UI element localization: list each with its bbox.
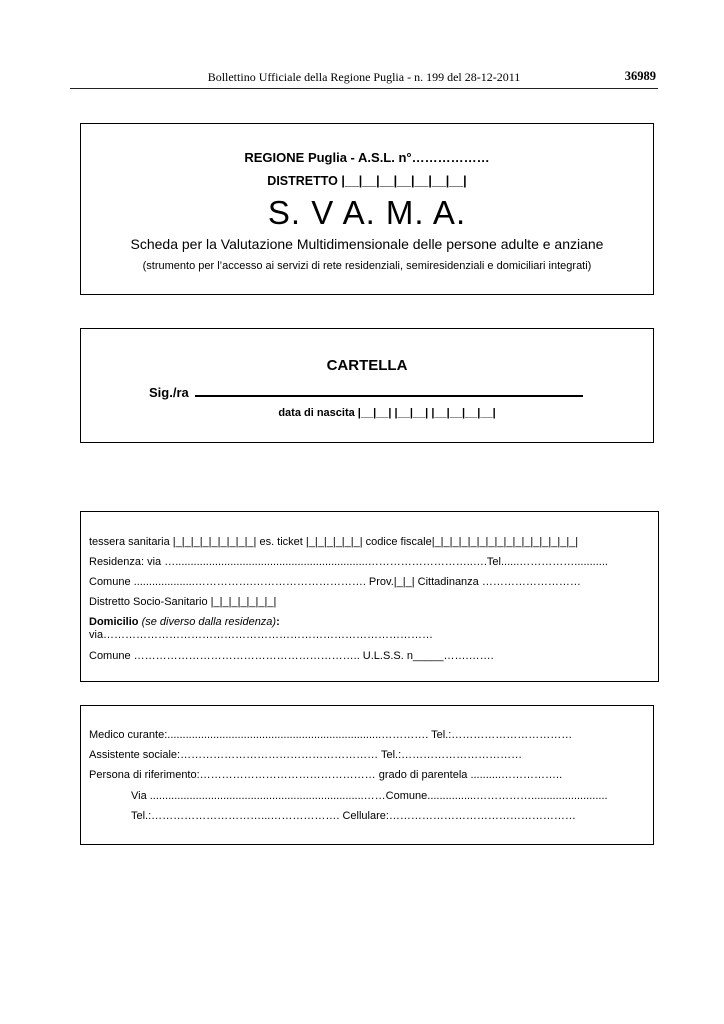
title-box [80,123,654,295]
domicile-colon: : [276,616,280,628]
municipality-row[interactable]: Comune ....................…………….…………………………. Prov.|_|_| Cittadinanza ……………………… [89,576,581,588]
health-card-row[interactable]: tessera sanitaria |_|_|_|_|_|_|_|_|_| es. ticket |_|_|_|_|_|_| codice fiscale|_|_|_|_|_|_|_|_|_|_|_|_|_|_|_|_| [89,536,579,548]
doctor-row[interactable]: Medico curante:......................................................................…………. Tel.:…………………………… [89,729,573,741]
domicile-label-row [89,616,280,628]
form-acronym: S. V A. M. A. [267,194,467,231]
social-worker-row[interactable]: Assistente sociale:……………………………………………… Tel.:…………………………… [89,749,523,761]
domicile-municipality-row[interactable]: Comune …………………………………………………….. U.L.S.S. n_____…….……. [89,650,494,662]
patient-name-field[interactable] [149,385,583,400]
form-subtitle: Scheda per la Valutazione Multidimensionale delle persone adulte e anziane [130,236,604,252]
region-asl-field[interactable]: REGIONE Puglia - A.S.L. n°……………… [244,150,490,165]
reference-person-row[interactable]: Persona di riferimento:………………………………………… grado di parentela ..........…………….. [89,769,563,781]
form-note: (strumento per l’accesso ai servizi di rete residenziali, semiresidenziali e domiciliari integrati) [142,260,592,272]
district-row[interactable]: Distretto Socio-Sanitario |_|_|_|_|_|_|_| [89,596,277,608]
contacts-box [80,705,654,845]
domicile-note: (se diverso dalla residenza) [141,616,277,628]
page-header [70,68,658,89]
patient-name-line[interactable] [195,385,583,397]
district-field[interactable]: DISTRETTO |__|__|__|__|__|__|__| [267,174,467,188]
domicile-label: Domicilio [89,616,139,628]
cartella-title: CARTELLA [326,357,408,374]
reference-address-row[interactable]: Via ......................................................................……Comune................……………......................... [131,790,608,802]
patient-details-box [80,511,659,682]
reference-phone-row[interactable]: Tel.:…………………………...………………. Cellulare:…………………………………………… [131,810,576,822]
residence-row[interactable]: Residenza: via …...............................................................………………………..….Tel......……………........... [89,556,608,568]
bulletin-title: Bollettino Ufficiale della Regione Puglia - n. 199 del 28-12-2011 [207,70,521,84]
birth-date-field[interactable]: data di nascita |__|__| |__|__| |__|__|__|__| [278,407,496,419]
cartella-box [80,328,654,443]
patient-name-label: Sig./ra [149,385,189,400]
page-number: 36989 [624,69,656,83]
domicile-street-row[interactable]: via……………………………………………………………………………… [89,629,434,641]
